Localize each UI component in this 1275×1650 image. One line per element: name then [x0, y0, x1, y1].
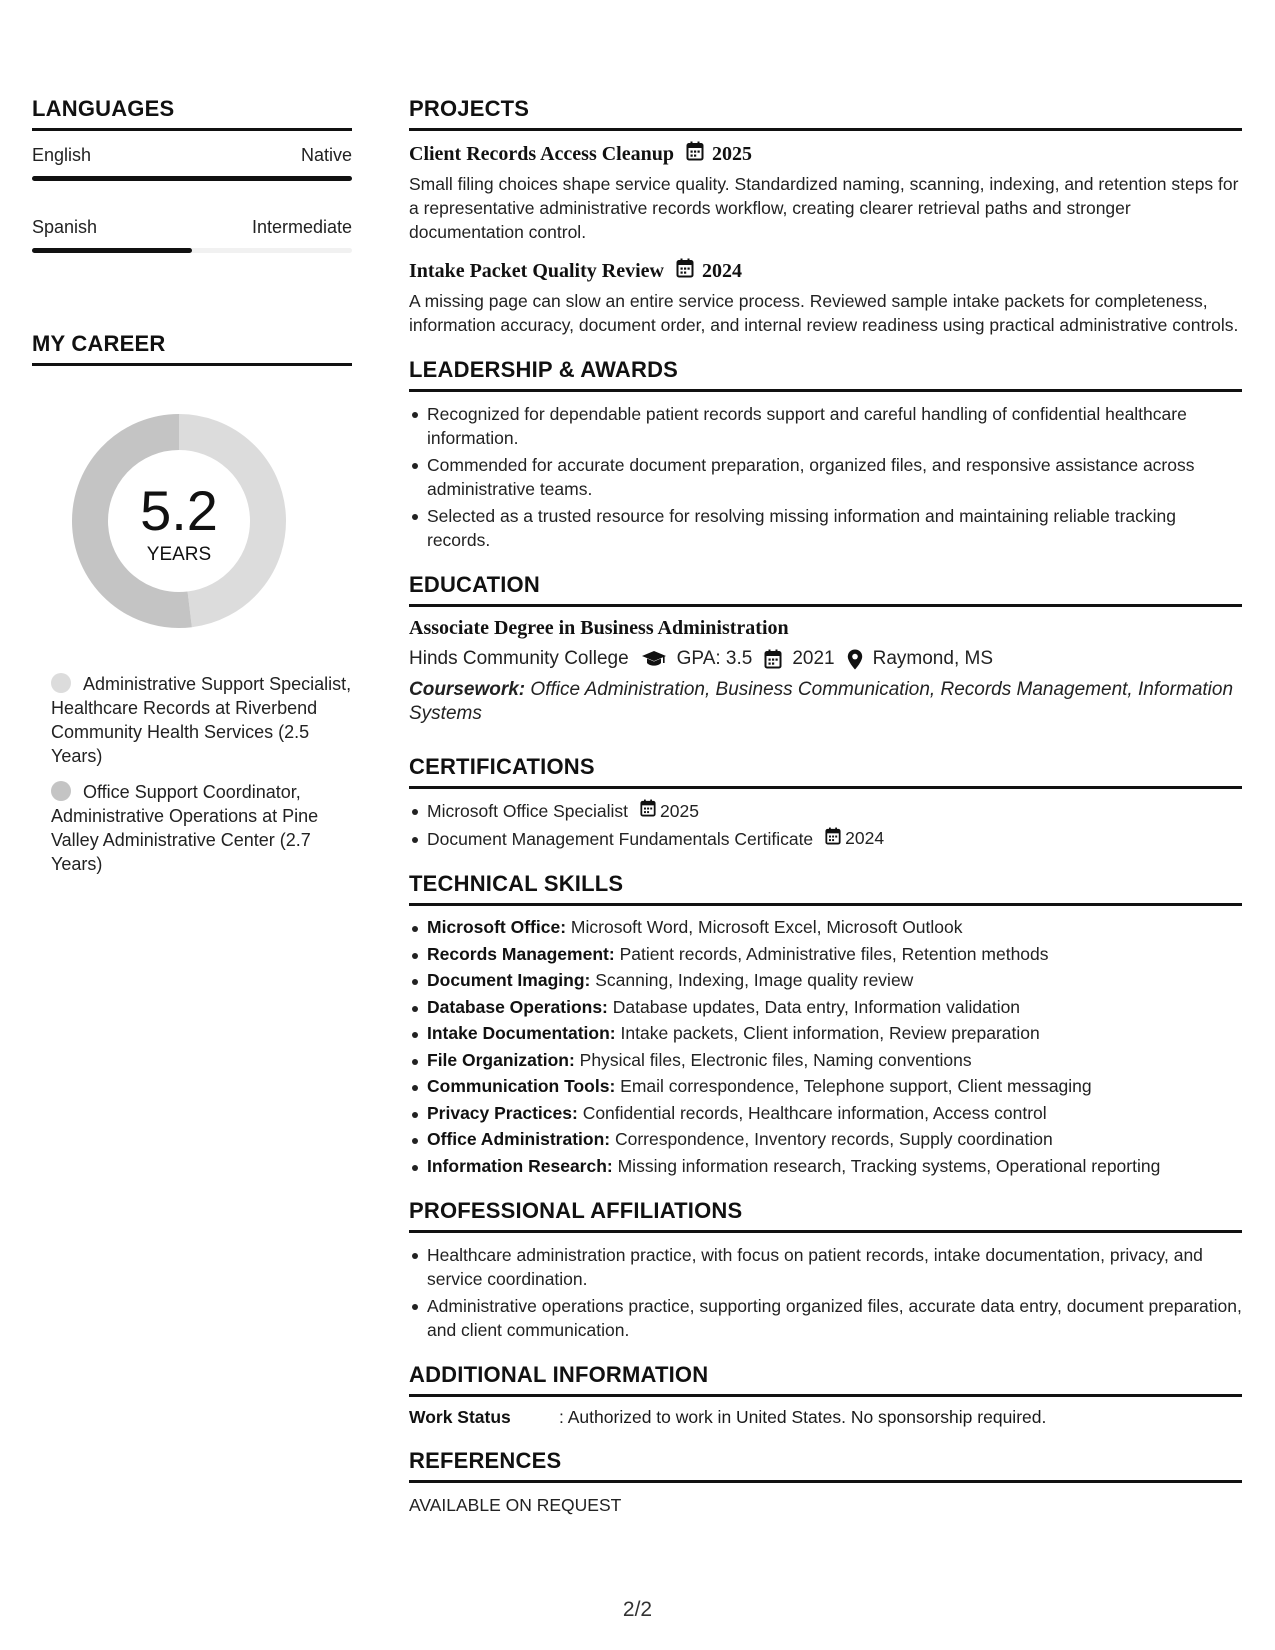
language-name: Spanish [32, 217, 98, 237]
project-year: 2024 [701, 259, 742, 282]
language-proficiency-bar [32, 248, 352, 253]
additional-info-heading: ADDITIONAL INFORMATION [409, 1362, 1242, 1397]
calendar-icon [764, 649, 782, 669]
affiliations-section [409, 1198, 1242, 1342]
skill-label: File Organization: [427, 1049, 575, 1070]
affiliation-item: Healthcare administration practice, with focus on patient records, intake documentation, privacy, and service coordination. [409, 1243, 1242, 1291]
education-year: 2021 [792, 648, 835, 669]
skill-label: Information Research: [427, 1155, 613, 1176]
leadership-item: Recognized for dependable patient records support and careful handling of confidential healthcare information. [409, 402, 1242, 450]
skill-item [409, 916, 1242, 940]
career-years-label: YEARS [146, 544, 212, 565]
project-name: Intake Packet Quality Review [409, 259, 664, 282]
education-heading: EDUCATION [409, 572, 1242, 607]
work-status-value: : Authorized to work in United States. No sponsorship required. [559, 1407, 1047, 1427]
career-role-list [32, 672, 352, 876]
education-location: Raymond, MS [872, 648, 993, 669]
skill-label: Office Administration: [427, 1129, 611, 1149]
education-degree: Associate Degree in Business Administration [409, 617, 789, 639]
calendar-icon [676, 258, 694, 284]
project-description: A missing page can slow an entire service process. Reviewed sample intake packets for completeness, information accuracy, document order, and internal review readiness using practical administrative controls. [409, 291, 1239, 335]
affiliation-item: Administrative operations practice, supporting organized files, accurate data entry, document preparation, and client communication. [409, 1294, 1242, 1342]
references-section [409, 1448, 1242, 1516]
skill-value: Microsoft Word, Microsoft Excel, Microsoft Outlook [570, 917, 963, 937]
graduation-cap-icon [641, 650, 667, 668]
language-proficiency-fill [32, 176, 352, 181]
education-gpa: GPA: 3.5 [676, 648, 753, 669]
calendar-icon [686, 141, 704, 167]
certifications-section [409, 754, 1242, 851]
left-column [32, 96, 352, 888]
career-role-item [51, 672, 352, 768]
project-name: Client Records Access Cleanup [409, 142, 674, 165]
affiliations-heading: PROFESSIONAL AFFILIATIONS [409, 1198, 1242, 1233]
skill-item [409, 996, 1242, 1020]
languages-heading: LANGUAGES [32, 96, 352, 131]
leadership-item: Commended for accurate document preparation, organized files, and responsive assistance across administrative teams. [409, 453, 1242, 501]
leadership-heading: LEADERSHIP & AWARDS [409, 357, 1242, 392]
certification-item [409, 799, 1242, 824]
language-english [32, 145, 352, 181]
role-color-dot [51, 781, 71, 801]
skill-value: Email correspondence, Telephone support, Client messaging [620, 1076, 1092, 1096]
coursework-list: Office Administration, Business Communication, Records Management, Information Systems [409, 679, 1234, 724]
skill-label: Privacy Practices: [427, 1102, 578, 1123]
coursework-label: Coursework: [409, 679, 526, 700]
leadership-item: Selected as a trusted resource for resolving missing information and maintaining reliable tracking records. [409, 504, 1242, 552]
additional-info-section [409, 1362, 1242, 1428]
career-role-item [51, 780, 352, 876]
skill-label: Microsoft Office: [427, 917, 567, 937]
references-heading: REFERENCES [409, 1448, 1242, 1483]
skill-value: Correspondence, Inventory records, Supply coordination [614, 1129, 1053, 1149]
skill-value: Database updates, Data entry, Information validation [612, 996, 1021, 1017]
skill-item [409, 1049, 1242, 1073]
education-section [409, 572, 1242, 726]
calendar-icon [825, 827, 845, 852]
skill-label: Intake Documentation: [427, 1023, 616, 1043]
skill-label: Document Imaging: [427, 970, 591, 990]
project-year: 2025 [711, 142, 752, 165]
projects-section [409, 96, 1242, 337]
calendar-icon [640, 799, 660, 824]
work-status-label: Work Status [409, 1407, 511, 1427]
language-level: Native [300, 145, 352, 165]
skill-item [409, 1022, 1242, 1046]
skill-value: Patient records, Administrative files, Retention methods [619, 943, 1049, 964]
skill-item [409, 1102, 1242, 1126]
skill-item [409, 969, 1242, 993]
skill-label: Database Operations: [427, 996, 608, 1017]
project-item [409, 258, 1242, 337]
skills-section [409, 871, 1242, 1178]
certifications-heading: CERTIFICATIONS [409, 754, 1242, 789]
skill-label: Records Management: [427, 943, 615, 964]
certification-item [409, 827, 1242, 852]
language-proficiency-fill [32, 248, 192, 253]
skill-value: Missing information research, Tracking systems, Operational reporting [617, 1155, 1161, 1176]
language-spanish [32, 217, 352, 253]
page-number: 2/2 [622, 1598, 653, 1621]
skill-value: Intake packets, Client information, Review preparation [620, 1023, 1040, 1043]
references-text: AVAILABLE ON REQUEST [409, 1495, 622, 1515]
skill-item [409, 1155, 1242, 1179]
language-proficiency-bar [32, 176, 352, 181]
skill-item [409, 1128, 1242, 1152]
skill-label: Communication Tools: [427, 1076, 616, 1096]
skill-value: Scanning, Indexing, Image quality review [595, 970, 914, 990]
career-donut-chart [64, 406, 294, 636]
language-level: Intermediate [251, 217, 352, 237]
project-item [409, 141, 1242, 244]
role-text: Office Support Coordinator, Administrative Operations at Pine Valley Administrative Center (2.7 Years) [51, 782, 319, 874]
certification-name: Microsoft Office Specialist [427, 801, 628, 821]
skill-item [409, 943, 1242, 967]
language-name: English [32, 145, 92, 165]
skills-heading: TECHNICAL SKILLS [409, 871, 1242, 906]
certification-year: 2024 [845, 828, 885, 848]
education-school: Hinds Community College [409, 648, 629, 669]
right-column [409, 96, 1242, 1516]
certification-name: Document Management Fundamentals Certificate [427, 828, 814, 849]
certification-year: 2025 [660, 800, 699, 821]
role-text: Administrative Support Specialist, Healthcare Records at Riverbend Community Health Services (2.5 Years) [51, 674, 352, 766]
education-coursework [409, 678, 1242, 726]
location-pin-icon [847, 649, 863, 670]
skill-item [409, 1075, 1242, 1099]
career-total-years: 5.2 [140, 479, 218, 542]
career-heading: MY CAREER [32, 331, 352, 366]
skill-value: Confidential records, Healthcare information, Access control [582, 1102, 1047, 1123]
projects-heading: PROJECTS [409, 96, 1242, 131]
leadership-section [409, 357, 1242, 552]
role-color-dot [51, 673, 71, 693]
skill-value: Physical files, Electronic files, Naming conventions [579, 1049, 972, 1070]
skills-list [409, 916, 1242, 1178]
project-description: Small filing choices shape service quality. Standardized naming, scanning, indexing, and retention steps for a representative administrative records workflow, creating clearer retrieval paths and stronger documentation control. [409, 174, 1239, 242]
